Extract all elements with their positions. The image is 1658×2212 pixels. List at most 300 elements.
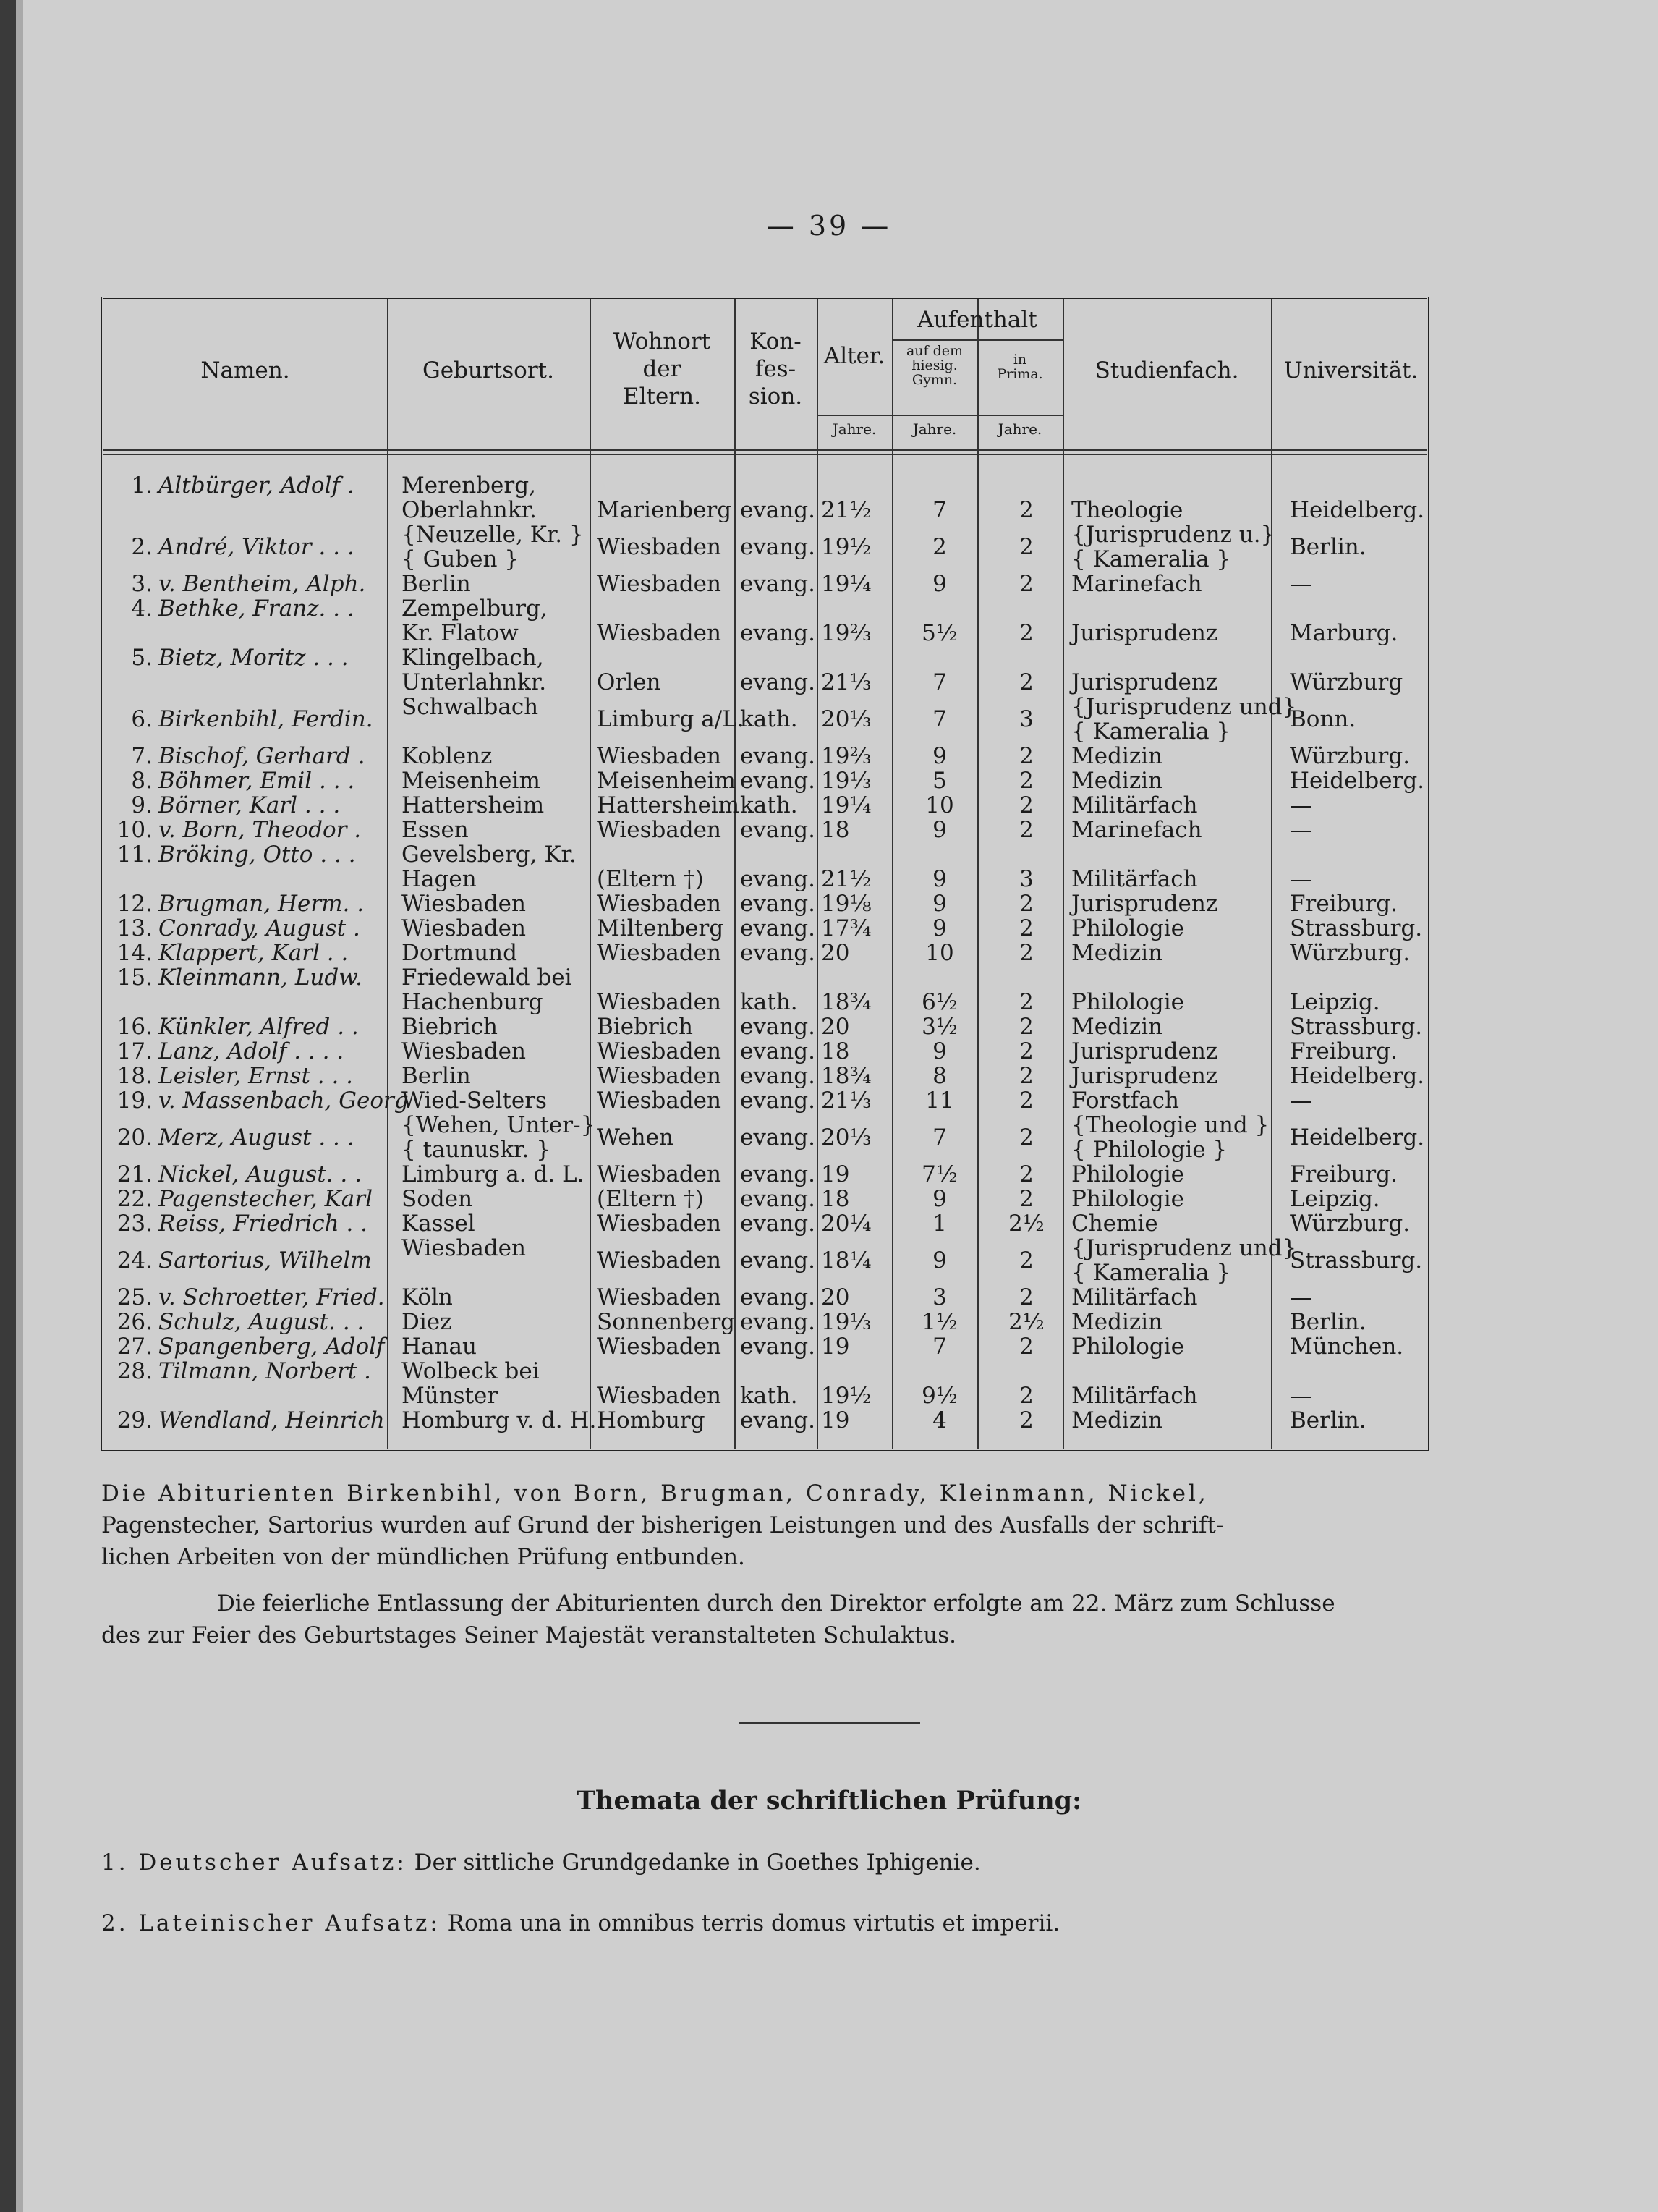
cell-alter: 20	[821, 1284, 850, 1310]
header-rule	[103, 454, 1427, 455]
cell-alter: 20	[821, 940, 850, 966]
cell-studienfach: Jurisprudenz	[1071, 1063, 1218, 1089]
table-row	[103, 1088, 1427, 1112]
header-wohnort-line: der	[642, 356, 681, 382]
cell-prima: 2	[1019, 1038, 1034, 1064]
cell-gymn: 7½	[922, 1161, 958, 1187]
cell-studienfach: { Philologie }	[1071, 1137, 1228, 1163]
cell-alter: 19¼	[821, 792, 872, 818]
student-name: Bietz, Moritz . . .	[158, 645, 349, 671]
cell-studienfach: {Jurisprudenz und}	[1071, 1235, 1297, 1261]
cell-geburtsort: Homburg v. d. H.	[401, 1407, 597, 1433]
cell-konfession: evang.	[740, 1186, 816, 1212]
cell-konfession: evang.	[740, 891, 816, 917]
paragraph-1-line-1: Die Abiturienten Birkenbihl, von Born, Brugman, Conrady, Kleinmann, Nickel,	[101, 1480, 1209, 1507]
table-row	[103, 743, 1427, 768]
paragraph-1-line-3: lichen Arbeiten von der mündlichen Prüfung entbunden.	[101, 1544, 745, 1570]
cell-gymn: 11	[925, 1088, 954, 1114]
cell-prima: 2½	[1008, 1211, 1045, 1237]
cell-geburtsort: Hattersheim	[401, 792, 545, 818]
student-name: Schulz, August. . .	[158, 1309, 365, 1335]
cell-studienfach: {Jurisprudenz u.}	[1071, 522, 1275, 548]
table-row	[103, 1407, 1427, 1432]
header-konfession-line: fes-	[754, 356, 796, 382]
cell-prima: 2	[1019, 1334, 1034, 1360]
cell-alter: 18¼	[821, 1247, 872, 1274]
cell-studienfach: Philologie	[1071, 1161, 1184, 1187]
cell-gymn: 7	[932, 497, 947, 523]
header-wohnort-line: Wohnort	[613, 329, 711, 355]
row-number: 23.	[116, 1211, 153, 1237]
topic-2	[101, 1910, 1060, 1936]
cell-geburtsort: Kr. Flatow	[401, 620, 519, 646]
cell-prima: 2	[1019, 534, 1034, 560]
row-number: 4.	[131, 596, 153, 622]
table-row	[103, 965, 1427, 1014]
table-row	[103, 792, 1427, 817]
cell-alter: 19⅓	[821, 768, 872, 794]
unit-alter: Jahre.	[832, 420, 877, 438]
header-gymn	[892, 344, 977, 387]
cell-gymn: 9	[932, 1186, 947, 1212]
cell-wohnort: Limburg a/L.	[597, 706, 744, 732]
cell-studienfach: Medizin	[1071, 940, 1163, 966]
header-konfession	[734, 328, 817, 410]
cell-prima: 2	[1019, 497, 1034, 523]
cell-geburtsort: Hachenburg	[401, 989, 543, 1015]
cell-konfession: evang.	[740, 1088, 816, 1114]
table-row	[103, 1186, 1427, 1211]
table-row	[103, 1112, 1427, 1161]
student-name: Wendland, Heinrich	[158, 1407, 385, 1433]
student-name: Böhmer, Emil . . .	[158, 768, 355, 794]
cell-studienfach: Medizin	[1071, 1407, 1163, 1433]
cell-universitaet: Freiburg.	[1290, 1161, 1398, 1187]
row-number: 9.	[131, 792, 153, 818]
page-number: — 39 —	[766, 210, 892, 242]
row-number: 11.	[116, 842, 153, 868]
student-name: v. Born, Theodor .	[158, 817, 362, 843]
cell-alter: 19	[821, 1334, 850, 1360]
cell-prima: 2	[1019, 989, 1034, 1015]
cell-universitaet: —	[1290, 571, 1312, 597]
cell-studienfach: Jurisprudenz	[1071, 620, 1218, 646]
cell-universitaet: Würzburg	[1290, 669, 1403, 695]
cell-alter: 19	[821, 1407, 850, 1433]
table-row	[103, 694, 1427, 743]
cell-prima: 2	[1019, 1383, 1034, 1409]
cell-konfession: evang.	[740, 1014, 816, 1040]
cell-geburtsort: Biebrich	[401, 1014, 498, 1040]
row-number: 16.	[116, 1014, 153, 1040]
cell-universitaet: Marburg.	[1290, 620, 1398, 646]
cell-geburtsort: Berlin	[401, 1063, 471, 1089]
cell-wohnort: Wiesbaden	[597, 1063, 721, 1089]
cell-wohnort: Meisenheim	[597, 768, 736, 794]
cell-prima: 2	[1019, 940, 1034, 966]
cell-geburtsort: { Guben }	[401, 546, 519, 572]
section-divider	[739, 1722, 920, 1724]
cell-gymn: 3½	[922, 1014, 958, 1040]
cell-wohnort: Sonnenberg	[597, 1309, 735, 1335]
student-name: Künkler, Alfred . .	[158, 1014, 359, 1040]
cell-studienfach: Marinefach	[1071, 817, 1202, 843]
header-konfession-line: sion.	[748, 384, 803, 410]
row-number: 15.	[116, 965, 153, 991]
book-spine-shadow	[0, 0, 16, 2212]
cell-konfession: evang.	[740, 1038, 816, 1064]
cell-studienfach: Medizin	[1071, 1309, 1163, 1335]
row-number: 17.	[116, 1038, 153, 1064]
cell-universitaet: Berlin.	[1290, 1407, 1366, 1433]
aufenthalt-rule	[892, 339, 1063, 341]
cell-prima: 2	[1019, 1284, 1034, 1310]
cell-geburtsort: Wiesbaden	[401, 915, 526, 941]
student-name: v. Bentheim, Alph.	[158, 571, 366, 597]
cell-geburtsort: Gevelsberg, Kr.	[401, 842, 577, 868]
student-name: v. Massenbach, Georg	[158, 1088, 409, 1114]
cell-studienfach: Jurisprudenz	[1071, 1038, 1218, 1064]
cell-studienfach: Medizin	[1071, 1014, 1163, 1040]
table-row	[103, 522, 1427, 571]
cell-studienfach: { Kameralia }	[1071, 1260, 1231, 1286]
cell-geburtsort: Schwalbach	[401, 694, 539, 720]
cell-prima: 2	[1019, 1161, 1034, 1187]
cell-geburtsort: Wiesbaden	[401, 1038, 526, 1064]
cell-gymn: 9	[932, 915, 947, 941]
cell-wohnort: Homburg	[597, 1407, 705, 1433]
row-number: 10.	[116, 817, 153, 843]
topic-1	[101, 1849, 981, 1876]
cell-prima: 2	[1019, 1124, 1034, 1151]
cell-alter: 18	[821, 1186, 850, 1212]
cell-konfession: evang.	[740, 1247, 816, 1274]
cell-wohnort: Wiesbaden	[597, 743, 721, 769]
row-number: 12.	[116, 891, 153, 917]
cell-konfession: evang.	[740, 1161, 816, 1187]
row-number: 27.	[116, 1334, 153, 1360]
header-alter: Alter.	[823, 343, 885, 369]
cell-konfession: kath.	[740, 989, 798, 1015]
book-spine-edge	[16, 0, 23, 2212]
cell-gymn: 9	[932, 866, 947, 892]
student-name: v. Schroetter, Fried.	[158, 1284, 385, 1310]
cell-wohnort: Wiesbaden	[597, 620, 721, 646]
row-number: 3.	[131, 571, 153, 597]
cell-alter: 19½	[821, 1383, 872, 1409]
cell-gymn: 6½	[922, 989, 958, 1015]
cell-geburtsort: Zempelburg,	[401, 596, 548, 622]
cell-gymn: 9	[932, 891, 947, 917]
header-prima-line: in	[1013, 352, 1027, 368]
cell-geburtsort: Essen	[401, 817, 469, 843]
cell-alter: 20	[821, 1014, 850, 1040]
cell-universitaet: Leipzig.	[1290, 1186, 1380, 1212]
cell-alter: 21⅓	[821, 1088, 872, 1114]
cell-konfession: evang.	[740, 1334, 816, 1360]
cell-studienfach: Forstfach	[1071, 1088, 1179, 1114]
cell-geburtsort: Dortmund	[401, 940, 517, 966]
cell-geburtsort: Kassel	[401, 1211, 475, 1237]
row-number: 14.	[116, 940, 153, 966]
topic-text: Roma una in omnibus terris domus virtutis et imperii.	[447, 1910, 1060, 1936]
cell-geburtsort: Wolbeck bei	[401, 1358, 540, 1384]
row-number: 25.	[116, 1284, 153, 1310]
student-name: Merz, August . . .	[158, 1124, 354, 1151]
student-name: Nickel, August. . .	[158, 1161, 362, 1187]
student-name: Bröking, Otto . . .	[158, 842, 356, 868]
row-number: 29.	[116, 1407, 153, 1433]
header-geburtsort: Geburtsort.	[422, 357, 554, 384]
cell-geburtsort: Berlin	[401, 571, 471, 597]
cell-alter: 21½	[821, 497, 872, 523]
cell-prima: 2	[1019, 1186, 1034, 1212]
cell-gymn: 7	[932, 669, 947, 695]
cell-alter: 20⅓	[821, 1124, 872, 1151]
graduates-table	[101, 297, 1429, 1451]
cell-prima: 2	[1019, 743, 1034, 769]
cell-konfession: evang.	[740, 1309, 816, 1335]
cell-studienfach: {Theologie und }	[1071, 1112, 1270, 1138]
cell-studienfach: Medizin	[1071, 768, 1163, 794]
cell-universitaet: Strassburg.	[1290, 915, 1423, 941]
cell-studienfach: Medizin	[1071, 743, 1163, 769]
cell-konfession: evang.	[740, 1063, 816, 1089]
cell-konfession: kath.	[740, 706, 798, 732]
cell-alter: 21⅓	[821, 669, 872, 695]
header-konfession-line: Kon-	[749, 329, 802, 355]
student-name: Spangenberg, Adolf	[158, 1334, 385, 1360]
cell-geburtsort: Klingelbach,	[401, 645, 544, 671]
row-number: 5.	[131, 645, 153, 671]
cell-universitaet: Heidelberg.	[1290, 1063, 1425, 1089]
student-name: Conrady, August .	[158, 915, 360, 941]
cell-alter: 18¾	[821, 989, 872, 1015]
header-gymn-line: hiesig.	[911, 357, 958, 373]
row-number: 13.	[116, 915, 153, 941]
cell-studienfach: Theologie	[1071, 497, 1183, 523]
cell-gymn: 5½	[922, 620, 958, 646]
cell-wohnort: Wiesbaden	[597, 571, 721, 597]
cell-studienfach: { Kameralia }	[1071, 719, 1231, 745]
cell-prima: 2	[1019, 1014, 1034, 1040]
cell-universitaet: —	[1290, 1383, 1312, 1409]
cell-alter: 19⅓	[821, 1309, 872, 1335]
cell-prima: 2	[1019, 891, 1034, 917]
cell-prima: 2	[1019, 1088, 1034, 1114]
cell-wohnort: Wiesbaden	[597, 891, 721, 917]
row-number: 28.	[116, 1358, 153, 1384]
student-name: Tilmann, Norbert .	[158, 1358, 371, 1384]
header-namen: Namen.	[200, 357, 290, 384]
cell-studienfach: Militärfach	[1071, 1383, 1198, 1409]
cell-universitaet: Bonn.	[1290, 706, 1356, 732]
table-row	[103, 1211, 1427, 1235]
cell-wohnort: (Eltern †)	[597, 866, 704, 892]
cell-alter: 20⅓	[821, 706, 872, 732]
table-row	[103, 817, 1427, 842]
table-row	[103, 842, 1427, 891]
cell-universitaet: Freiburg.	[1290, 1038, 1398, 1064]
cell-wohnort: Wiesbaden	[597, 1088, 721, 1114]
cell-prima: 2	[1019, 571, 1034, 597]
cell-konfession: evang.	[740, 915, 816, 941]
row-number: 1.	[131, 473, 153, 499]
unit-prima: Jahre.	[998, 420, 1042, 438]
row-number: 19.	[116, 1088, 153, 1114]
row-number: 21.	[116, 1161, 153, 1187]
student-name: Lanz, Adolf . . . .	[158, 1038, 344, 1064]
cell-gymn: 8	[932, 1063, 947, 1089]
topic-text: Der sittliche Grundgedanke in Goethes Iphigenie.	[414, 1849, 981, 1876]
table-row	[103, 915, 1427, 940]
paragraph-2-line-1: Die feierliche Entlassung der Abiturienten durch den Direktor erfolgte am 22. März zum Schlusse	[217, 1590, 1335, 1616]
cell-universitaet: Würzburg.	[1290, 1211, 1411, 1237]
table-row	[103, 940, 1427, 965]
row-number: 26.	[116, 1309, 153, 1335]
cell-geburtsort: Hanau	[401, 1334, 477, 1360]
cell-wohnort: Wiesbaden	[597, 1211, 721, 1237]
header-rule	[103, 449, 1427, 451]
cell-konfession: kath.	[740, 1383, 798, 1409]
cell-wohnort: Wiesbaden	[597, 940, 721, 966]
cell-konfession: evang.	[740, 669, 816, 695]
cell-wohnort: Marienberg	[597, 497, 732, 523]
cell-wohnort: Wehen	[597, 1124, 673, 1151]
cell-studienfach: Militärfach	[1071, 866, 1198, 892]
cell-konfession: evang.	[740, 497, 816, 523]
cell-studienfach: Militärfach	[1071, 1284, 1198, 1310]
cell-konfession: evang.	[740, 743, 816, 769]
cell-wohnort: (Eltern †)	[597, 1186, 704, 1212]
cell-universitaet: Heidelberg.	[1290, 1124, 1425, 1151]
cell-prima: 2	[1019, 1247, 1034, 1274]
cell-prima: 2	[1019, 1063, 1034, 1089]
table-row	[103, 1309, 1427, 1334]
cell-prima: 2	[1019, 1407, 1034, 1433]
cell-universitaet: —	[1290, 792, 1312, 818]
cell-konfession: evang.	[740, 768, 816, 794]
cell-alter: 19½	[821, 534, 872, 560]
cell-wohnort: Biebrich	[597, 1014, 693, 1040]
cell-gymn: 4	[932, 1407, 947, 1433]
row-number: 2.	[131, 534, 153, 560]
cell-studienfach: { Kameralia }	[1071, 546, 1231, 572]
paragraph-1-line-2: Pagenstecher, Sartorius wurden auf Grund der bisherigen Leistungen und des Ausfalls der schrift-	[101, 1512, 1224, 1538]
cell-prima: 2	[1019, 620, 1034, 646]
table-row	[103, 768, 1427, 792]
cell-gymn: 2	[932, 534, 947, 560]
cell-geburtsort: Limburg a. d. L.	[401, 1161, 584, 1187]
cell-konfession: evang.	[740, 1211, 816, 1237]
row-number: 24.	[116, 1247, 153, 1274]
cell-universitaet: Würzburg.	[1290, 940, 1411, 966]
header-wohnort-line: Eltern.	[623, 384, 701, 410]
cell-konfession: evang.	[740, 866, 816, 892]
header-wohnort	[590, 328, 734, 410]
cell-prima: 3	[1019, 706, 1034, 732]
cell-wohnort: Wiesbaden	[597, 1247, 721, 1274]
cell-alter: 19¼	[821, 571, 872, 597]
cell-geburtsort: Friedewald bei	[401, 965, 572, 991]
student-name: Brugman, Herm. .	[158, 891, 365, 917]
cell-prima: 2	[1019, 915, 1034, 941]
cell-geburtsort: {Wehen, Unter-}	[401, 1112, 595, 1138]
student-name: Reiss, Friedrich . .	[158, 1211, 368, 1237]
cell-alter: 20¼	[821, 1211, 872, 1237]
cell-studienfach: Philologie	[1071, 1334, 1184, 1360]
cell-gymn: 9	[932, 743, 947, 769]
cell-alter: 21½	[821, 866, 872, 892]
cell-alter: 18	[821, 1038, 850, 1064]
table-row	[103, 1014, 1427, 1038]
cell-wohnort: Wiesbaden	[597, 1334, 721, 1360]
cell-studienfach: Philologie	[1071, 915, 1184, 941]
student-name: Pagenstecher, Karl	[158, 1186, 373, 1212]
cell-gymn: 9	[932, 1038, 947, 1064]
cell-universitaet: —	[1290, 1284, 1312, 1310]
student-name: Leisler, Ernst . . .	[158, 1063, 354, 1089]
row-number: 6.	[131, 706, 153, 732]
cell-geburtsort: Wiesbaden	[401, 891, 526, 917]
cell-gymn: 10	[925, 792, 954, 818]
row-number: 8.	[131, 768, 153, 794]
table-row	[103, 1235, 1427, 1284]
table-row	[103, 1334, 1427, 1358]
row-number: 18.	[116, 1063, 153, 1089]
cell-gymn: 7	[932, 706, 947, 732]
table-row	[103, 1063, 1427, 1088]
cell-universitaet: Heidelberg.	[1290, 768, 1425, 794]
cell-geburtsort: Wiesbaden	[401, 1235, 526, 1261]
cell-studienfach: Militärfach	[1071, 792, 1198, 818]
cell-prima: 2	[1019, 792, 1034, 818]
cell-alter: 19⅔	[821, 743, 872, 769]
table-row	[103, 1358, 1427, 1407]
cell-konfession: evang.	[740, 571, 816, 597]
cell-universitaet: Würzburg.	[1290, 743, 1411, 769]
cell-konfession: evang.	[740, 534, 816, 560]
student-name: Klappert, Karl . .	[158, 940, 349, 966]
header-universitaet: Universität.	[1283, 357, 1419, 384]
table-row	[103, 1284, 1427, 1309]
table-row	[103, 596, 1427, 645]
cell-alter: 19⅛	[821, 891, 872, 917]
cell-gymn: 9½	[922, 1383, 958, 1409]
table-row	[103, 1038, 1427, 1063]
student-name: Birkenbihl, Ferdin.	[158, 706, 373, 732]
cell-konfession: evang.	[740, 1124, 816, 1151]
cell-universitaet: Heidelberg.	[1290, 497, 1425, 523]
header-gymn-line: Gymn.	[911, 372, 958, 388]
table-row	[103, 473, 1427, 522]
row-number: 7.	[131, 743, 153, 769]
header-prima-line: Prima.	[997, 366, 1043, 382]
cell-gymn: 7	[932, 1124, 947, 1151]
topic-label: 2. Lateinischer Aufsatz:	[101, 1910, 441, 1936]
cell-wohnort: Wiesbaden	[597, 534, 721, 560]
paragraph-2-line-2: des zur Feier des Geburtstages Seiner Majestät veranstalteten Schulaktus.	[101, 1622, 956, 1648]
cell-konfession: kath.	[740, 792, 798, 818]
table-row	[103, 645, 1427, 694]
header-prima	[977, 352, 1063, 381]
cell-alter: 18	[821, 817, 850, 843]
cell-wohnort: Orlen	[597, 669, 661, 695]
cell-wohnort: Wiesbaden	[597, 1383, 721, 1409]
cell-geburtsort: {Neuzelle, Kr. }	[401, 522, 584, 548]
cell-gymn: 1	[932, 1211, 947, 1237]
cell-wohnort: Wiesbaden	[597, 1284, 721, 1310]
